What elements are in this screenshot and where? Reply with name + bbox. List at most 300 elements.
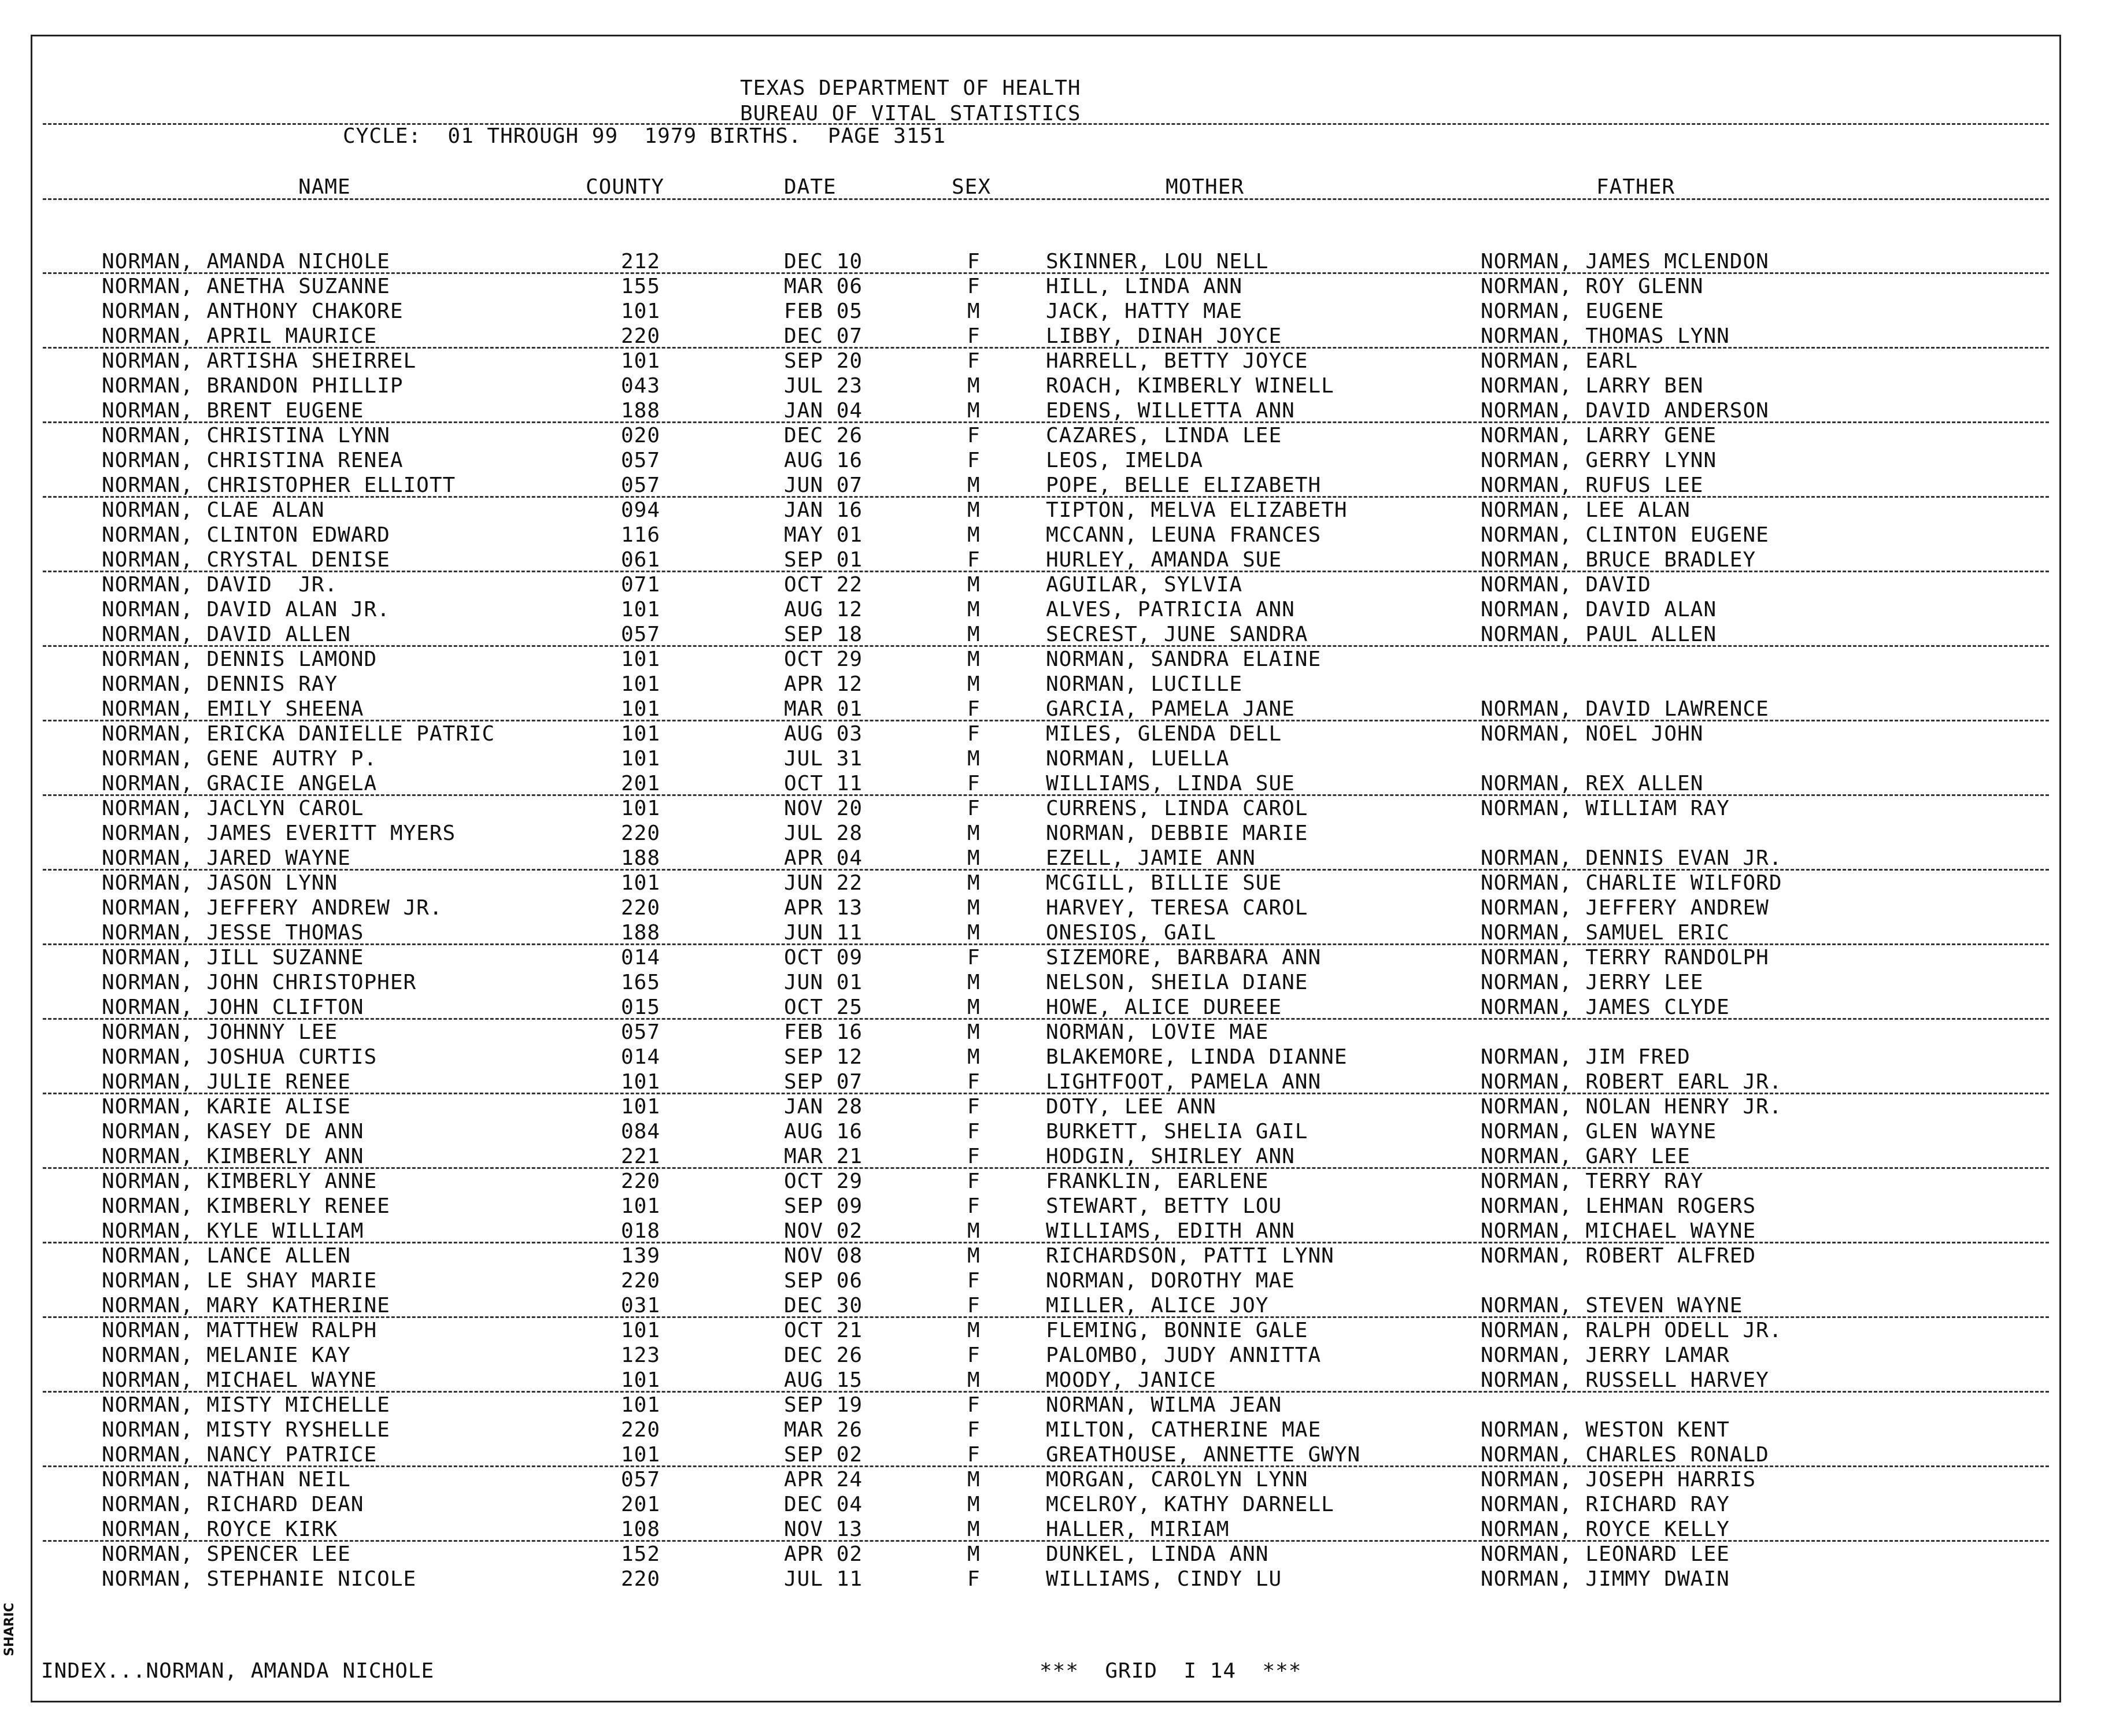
cell-mother: MILTON, CATHERINE MAE	[1046, 1418, 1322, 1442]
cell-mother: WILLIAMS, LINDA SUE	[1046, 772, 1295, 795]
cell-name: NORMAN, GENE AUTRY P.	[102, 747, 378, 771]
table-row	[32, 1097, 2059, 1121]
cell-mother: FRANKLIN, EARLENE	[1046, 1169, 1269, 1193]
cell-date: APR 12	[784, 672, 863, 696]
cell-date: DEC 07	[784, 324, 863, 348]
cell-name: NORMAN, BRENT EUGENE	[102, 399, 364, 423]
cell-mother: LIGHTFOOT, PAMELA ANN	[1046, 1070, 1322, 1094]
cell-county: 188	[621, 399, 661, 423]
cell-county: 220	[621, 896, 661, 920]
table-row	[32, 898, 2059, 923]
cell-sex: F	[967, 946, 981, 969]
cell-name: NORMAN, AMANDA NICHOLE	[102, 250, 390, 273]
table-row	[32, 599, 2059, 624]
cell-county: 061	[621, 548, 661, 572]
cell-county: 020	[621, 424, 661, 447]
cell-mother: HARRELL, BETTY JOYCE	[1046, 349, 1308, 373]
table-row	[32, 1246, 2059, 1271]
cell-mother: CURRENS, LINDA CAROL	[1046, 797, 1308, 820]
cell-date: APR 13	[784, 896, 863, 920]
cell-sex: M	[967, 374, 981, 398]
cell-name: NORMAN, JILL SUZANNE	[102, 946, 364, 969]
cell-name: NORMAN, JOHN CLIFTON	[102, 995, 364, 1019]
cell-sex: M	[967, 1542, 981, 1566]
cell-sex: F	[967, 1120, 981, 1143]
cell-mother: JACK, HATTY MAE	[1046, 299, 1243, 323]
cell-county: 188	[621, 846, 661, 870]
cell-name: NORMAN, JOHNNY LEE	[102, 1020, 338, 1044]
cell-date: MAR 21	[784, 1145, 863, 1168]
cell-sex: M	[967, 921, 981, 945]
table-row	[32, 823, 2059, 848]
cell-sex: F	[967, 1194, 981, 1218]
cell-county: 018	[621, 1219, 661, 1243]
cell-date: OCT 11	[784, 772, 863, 795]
cell-county: 220	[621, 1418, 661, 1442]
cell-father: NORMAN, JOSEPH HARRIS	[1481, 1468, 1756, 1491]
cell-date: AUG 16	[784, 1120, 863, 1143]
bureau-title: BUREAU OF VITAL STATISTICS	[740, 102, 1081, 125]
cell-county: 201	[621, 1493, 661, 1516]
cell-sex: M	[967, 1045, 981, 1069]
table-row	[32, 575, 2059, 599]
column-header-county: COUNTY	[586, 175, 665, 199]
cell-name: NORMAN, KIMBERLY RENEE	[102, 1194, 390, 1218]
cell-name: NORMAN, MICHAEL WAYNE	[102, 1368, 378, 1392]
table-row	[32, 376, 2059, 401]
cell-name: NORMAN, ARTISHA SHEIRREL	[102, 349, 417, 373]
row-rule	[43, 1465, 2049, 1467]
cell-sex: M	[967, 821, 981, 845]
cell-sex: M	[967, 1368, 981, 1392]
table-row	[32, 749, 2059, 773]
cell-father: NORMAN, TERRY RAY	[1481, 1169, 1704, 1193]
cell-sex: F	[967, 275, 981, 298]
cell-name: NORMAN, BRANDON PHILLIP	[102, 374, 404, 398]
table-row	[32, 798, 2059, 823]
cell-sex: M	[967, 1244, 981, 1268]
cell-sex: M	[967, 896, 981, 920]
cell-father: NORMAN, BRUCE BRADLEY	[1481, 548, 1756, 572]
cell-county: 057	[621, 473, 661, 497]
cell-name: NORMAN, MISTY RYSHELLE	[102, 1418, 390, 1442]
cell-date: JUL 28	[784, 821, 863, 845]
cell-father: NORMAN, ROYCE KELLY	[1481, 1517, 1730, 1541]
cell-mother: POPE, BELLE ELIZABETH	[1046, 473, 1322, 497]
table-row	[32, 276, 2059, 301]
grid-footer: *** GRID I 14 ***	[1040, 1659, 1302, 1683]
cell-county: 101	[621, 871, 661, 895]
cell-name: NORMAN, MELANIE KAY	[102, 1343, 351, 1367]
cell-county: 101	[621, 797, 661, 820]
cell-sex: M	[967, 672, 981, 696]
cell-sex: F	[967, 324, 981, 348]
cell-father: NORMAN, TERRY RANDOLPH	[1481, 946, 1769, 969]
row-rule	[43, 794, 2049, 796]
table-row	[32, 1395, 2059, 1420]
cell-father: NORMAN, ROY GLENN	[1481, 275, 1704, 298]
cell-date: AUG 15	[784, 1368, 863, 1392]
cell-county: 014	[621, 946, 661, 969]
cell-county: 101	[621, 1393, 661, 1417]
cell-sex: M	[967, 299, 981, 323]
cell-mother: NORMAN, SANDRA ELAINE	[1046, 647, 1322, 671]
cell-name: NORMAN, KYLE WILLIAM	[102, 1219, 364, 1243]
cell-father: NORMAN, NOLAN HENRY JR.	[1481, 1095, 1782, 1119]
cell-date: JUL 11	[784, 1567, 863, 1591]
cell-sex: F	[967, 797, 981, 820]
cell-county: 188	[621, 921, 661, 945]
cell-date: APR 24	[784, 1468, 863, 1491]
cell-father: NORMAN, LARRY GENE	[1481, 424, 1717, 447]
cell-mother: LIBBY, DINAH JOYCE	[1046, 324, 1282, 348]
cell-sex: M	[967, 1517, 981, 1541]
cell-mother: MCELROY, KATHY DARNELL	[1046, 1493, 1334, 1516]
cell-county: 015	[621, 995, 661, 1019]
table-row	[32, 450, 2059, 475]
row-rule	[43, 1391, 2049, 1393]
cell-mother: TIPTON, MELVA ELIZABETH	[1046, 498, 1348, 522]
cell-date: JAN 04	[784, 399, 863, 423]
cell-father: NORMAN, GERRY LYNN	[1481, 449, 1717, 472]
cell-sex: F	[967, 1294, 981, 1317]
row-rule	[43, 272, 2049, 274]
cell-name: NORMAN, CHRISTINA RENEA	[102, 449, 404, 472]
cell-date: NOV 02	[784, 1219, 863, 1243]
cell-date: DEC 26	[784, 424, 863, 447]
cell-mother: MILLER, ALICE JOY	[1046, 1294, 1269, 1317]
cell-date: MAR 06	[784, 275, 863, 298]
cell-father: NORMAN, GARY LEE	[1481, 1145, 1691, 1168]
cell-name: NORMAN, NATHAN NEIL	[102, 1468, 351, 1491]
cell-county: 101	[621, 598, 661, 621]
cell-sex: M	[967, 523, 981, 547]
cell-sex: M	[967, 995, 981, 1019]
cell-name: NORMAN, DAVID JR.	[102, 573, 338, 597]
cell-sex: M	[967, 846, 981, 870]
row-rule	[43, 1316, 2049, 1318]
cell-date: DEC 04	[784, 1493, 863, 1516]
cell-mother: EDENS, WILLETTA ANN	[1046, 399, 1295, 423]
cell-mother: HALLER, MIRIAM	[1046, 1517, 1230, 1541]
cell-father: NORMAN, LEONARD LEE	[1481, 1542, 1730, 1566]
cell-mother: CAZARES, LINDA LEE	[1046, 424, 1282, 447]
cell-mother: ALVES, PATRICIA ANN	[1046, 598, 1295, 621]
table-row	[32, 301, 2059, 326]
cell-name: NORMAN, MARY KATHERINE	[102, 1294, 390, 1317]
cell-father: NORMAN, ROBERT ALFRED	[1481, 1244, 1756, 1268]
cell-name: NORMAN, ROYCE KIRK	[102, 1517, 338, 1541]
cell-sex: F	[967, 1145, 981, 1168]
table-row	[32, 1171, 2059, 1196]
cell-father: NORMAN, LARRY BEN	[1481, 374, 1704, 398]
cell-mother: NORMAN, LUCILLE	[1046, 672, 1243, 696]
cell-sex: F	[967, 1169, 981, 1193]
cell-mother: ROACH, KIMBERLY WINELL	[1046, 374, 1334, 398]
cell-mother: NORMAN, LOVIE MAE	[1046, 1020, 1269, 1044]
cell-name: NORMAN, MATTHEW RALPH	[102, 1319, 378, 1342]
row-rule	[43, 1018, 2049, 1020]
table-row	[32, 1569, 2059, 1594]
table-row	[32, 1271, 2059, 1295]
cell-mother: HARVEY, TERESA CAROL	[1046, 896, 1308, 920]
cell-date: JUN 11	[784, 921, 863, 945]
cell-father: NORMAN, JERRY LEE	[1481, 971, 1704, 994]
cell-name: NORMAN, DENNIS RAY	[102, 672, 338, 696]
cell-date: JUN 07	[784, 473, 863, 497]
cell-county: 101	[621, 1319, 661, 1342]
table-row	[32, 1196, 2059, 1221]
table-row	[32, 947, 2059, 972]
table-row	[32, 724, 2059, 749]
cell-mother: STEWART, BETTY LOU	[1046, 1194, 1282, 1218]
cell-father: NORMAN, JERRY LAMAR	[1481, 1343, 1730, 1367]
cell-mother: DOTY, LEE ANN	[1046, 1095, 1216, 1119]
cell-county: 057	[621, 623, 661, 646]
cell-sex: F	[967, 697, 981, 721]
cell-mother: ONESIOS, GAIL	[1046, 921, 1216, 945]
cell-father: NORMAN, NOEL JOHN	[1481, 722, 1704, 746]
cell-mother: NORMAN, DOROTHY MAE	[1046, 1269, 1295, 1293]
cell-sex: F	[967, 449, 981, 472]
cell-sex: M	[967, 399, 981, 423]
table-row	[32, 1494, 2059, 1519]
cell-father: NORMAN, PAUL ALLEN	[1481, 623, 1717, 646]
birth-records-table	[32, 36, 2059, 1667]
cell-mother: MOODY, JANICE	[1046, 1368, 1216, 1392]
cell-mother: NORMAN, LUELLA	[1046, 747, 1230, 771]
cell-sex: M	[967, 647, 981, 671]
cell-father: NORMAN, JEFFERY ANDREW	[1481, 896, 1769, 920]
row-rule	[43, 869, 2049, 871]
cell-sex: M	[967, 498, 981, 522]
cell-father: NORMAN, DAVID ALAN	[1481, 598, 1717, 621]
cell-county: 152	[621, 1542, 661, 1566]
cell-date: SEP 20	[784, 349, 863, 373]
cell-father: NORMAN, RUSSELL HARVEY	[1481, 1368, 1769, 1392]
cell-name: NORMAN, LANCE ALLEN	[102, 1244, 351, 1268]
cell-date: JAN 28	[784, 1095, 863, 1119]
cell-father: NORMAN, JIMMY DWAIN	[1481, 1567, 1730, 1591]
cell-date: MAY 01	[784, 523, 863, 547]
cell-name: NORMAN, DENNIS LAMOND	[102, 647, 378, 671]
cell-sex: M	[967, 747, 981, 771]
cell-date: FEB 16	[784, 1020, 863, 1044]
cell-father: NORMAN, DAVID LAWRENCE	[1481, 697, 1769, 721]
cell-sex: F	[967, 250, 981, 273]
cell-sex: F	[967, 1443, 981, 1467]
cell-sex: M	[967, 1468, 981, 1491]
cell-mother: NELSON, SHEILA DIANE	[1046, 971, 1308, 994]
cell-father: NORMAN, RICHARD RAY	[1481, 1493, 1730, 1516]
column-header-father: FATHER	[1596, 175, 1675, 199]
table-row	[32, 1544, 2059, 1569]
row-rule	[43, 1540, 2049, 1542]
cell-county: 084	[621, 1120, 661, 1143]
cell-county: 220	[621, 821, 661, 845]
cell-sex: F	[967, 1269, 981, 1293]
cell-mother: WILLIAMS, CINDY LU	[1046, 1567, 1282, 1591]
cell-mother: BLAKEMORE, LINDA DIANNE	[1046, 1045, 1348, 1069]
table-row	[32, 1022, 2059, 1047]
cell-father: NORMAN, CHARLES RONALD	[1481, 1443, 1769, 1467]
cell-mother: RICHARDSON, PATTI LYNN	[1046, 1244, 1334, 1268]
cell-county: 212	[621, 250, 661, 273]
cell-mother: WILLIAMS, EDITH ANN	[1046, 1219, 1295, 1243]
index-footer: INDEX...NORMAN, AMANDA NICHOLE	[41, 1659, 435, 1683]
row-rule	[43, 1167, 2049, 1169]
cell-father: NORMAN, STEVEN WAYNE	[1481, 1294, 1743, 1317]
cell-name: NORMAN, SPENCER LEE	[102, 1542, 351, 1566]
cell-date: OCT 21	[784, 1319, 863, 1342]
cell-mother: HODGIN, SHIRLEY ANN	[1046, 1145, 1295, 1168]
cell-father: NORMAN, REX ALLEN	[1481, 772, 1704, 795]
cell-date: DEC 30	[784, 1294, 863, 1317]
cell-mother: LEOS, IMELDA	[1046, 449, 1204, 472]
cell-father: NORMAN, EUGENE	[1481, 299, 1664, 323]
table-row	[32, 1047, 2059, 1072]
cell-father: NORMAN, DAVID	[1481, 573, 1651, 597]
column-header-mother: MOTHER	[1166, 175, 1245, 199]
cell-date: JUN 01	[784, 971, 863, 994]
cell-name: NORMAN, MISTY MICHELLE	[102, 1393, 390, 1417]
cell-date: NOV 13	[784, 1517, 863, 1541]
cell-father: NORMAN, LEE ALAN	[1481, 498, 1691, 522]
cell-date: NOV 08	[784, 1244, 863, 1268]
cell-date: OCT 29	[784, 1169, 863, 1193]
cell-county: 220	[621, 1169, 661, 1193]
cell-sex: F	[967, 1418, 981, 1442]
cell-sex: F	[967, 772, 981, 795]
cell-date: APR 02	[784, 1542, 863, 1566]
cell-name: NORMAN, LE SHAY MARIE	[102, 1269, 378, 1293]
cell-father: NORMAN, DAVID ANDERSON	[1481, 399, 1769, 423]
row-rule	[43, 1093, 2049, 1094]
cell-mother: MCCANN, LEUNA FRANCES	[1046, 523, 1322, 547]
cell-sex: F	[967, 1095, 981, 1119]
row-rule	[43, 720, 2049, 721]
cell-name: NORMAN, JOHN CHRISTOPHER	[102, 971, 417, 994]
cell-name: NORMAN, JULIE RENEE	[102, 1070, 351, 1094]
cell-date: AUG 03	[784, 722, 863, 746]
row-rule	[43, 421, 2049, 423]
cell-name: NORMAN, JARED WAYNE	[102, 846, 351, 870]
cell-county: 220	[621, 1269, 661, 1293]
cell-county: 101	[621, 697, 661, 721]
cell-mother: SIZEMORE, BARBARA ANN	[1046, 946, 1322, 969]
cell-mother: MILES, GLENDA DELL	[1046, 722, 1282, 746]
cell-county: 057	[621, 1020, 661, 1044]
cell-county: 220	[621, 1567, 661, 1591]
cell-father: NORMAN, LEHMAN ROGERS	[1481, 1194, 1756, 1218]
table-row	[32, 972, 2059, 997]
cell-sex: M	[967, 1493, 981, 1516]
cell-county: 201	[621, 772, 661, 795]
cell-name: NORMAN, ERICKA DANIELLE PATRIC	[102, 722, 495, 746]
cell-name: NORMAN, JESSE THOMAS	[102, 921, 364, 945]
cell-date: NOV 20	[784, 797, 863, 820]
side-label: SHARIC	[2, 1602, 17, 1656]
cell-mother: FLEMING, BONNIE GALE	[1046, 1319, 1308, 1342]
agency-title: TEXAS DEPARTMENT OF HEALTH	[740, 76, 1081, 100]
cell-father: NORMAN, SAMUEL ERIC	[1481, 921, 1730, 945]
cell-county: 101	[621, 747, 661, 771]
cell-county: 057	[621, 1468, 661, 1491]
cell-date: DEC 10	[784, 250, 863, 273]
cell-father: NORMAN, WILLIAM RAY	[1481, 797, 1730, 820]
cell-county: 031	[621, 1294, 661, 1317]
cell-father: NORMAN, RUFUS LEE	[1481, 473, 1704, 497]
cell-date: JAN 16	[784, 498, 863, 522]
table-row	[32, 425, 2059, 450]
cell-name: NORMAN, CLINTON EDWARD	[102, 523, 390, 547]
cell-name: NORMAN, ANTHONY CHAKORE	[102, 299, 404, 323]
cell-county: 108	[621, 1517, 661, 1541]
cell-mother: GREATHOUSE, ANNETTE GWYN	[1046, 1443, 1361, 1467]
cell-sex: F	[967, 1567, 981, 1591]
cell-county: 101	[621, 672, 661, 696]
cell-name: NORMAN, CHRISTINA LYNN	[102, 424, 390, 447]
cell-name: NORMAN, KARIE ALISE	[102, 1095, 351, 1119]
table-row	[32, 351, 2059, 376]
cell-county: 014	[621, 1045, 661, 1069]
table-row	[32, 1470, 2059, 1494]
cell-father: NORMAN, CLINTON EUGENE	[1481, 523, 1769, 547]
cell-county: 101	[621, 1095, 661, 1119]
table-row	[32, 674, 2059, 699]
column-header-name: NAME	[298, 175, 351, 199]
cell-date: SEP 12	[784, 1045, 863, 1069]
cell-date: JUN 22	[784, 871, 863, 895]
cell-county: 101	[621, 1070, 661, 1094]
cell-sex: F	[967, 349, 981, 373]
cell-father: NORMAN, CHARLIE WILFORD	[1481, 871, 1782, 895]
cell-date: SEP 09	[784, 1194, 863, 1218]
cell-sex: M	[967, 1319, 981, 1342]
cell-father: NORMAN, RALPH ODELL JR.	[1481, 1319, 1782, 1342]
cell-mother: PALOMBO, JUDY ANNITTA	[1046, 1343, 1322, 1367]
cell-sex: M	[967, 598, 981, 621]
cell-county: 220	[621, 324, 661, 348]
cell-date: SEP 06	[784, 1269, 863, 1293]
column-header-sex: SEX	[952, 175, 992, 199]
cell-date: APR 04	[784, 846, 863, 870]
cell-county: 101	[621, 1368, 661, 1392]
cell-mother: SKINNER, LOU NELL	[1046, 250, 1269, 273]
cell-date: SEP 07	[784, 1070, 863, 1094]
cell-mother: MORGAN, CAROLYN LYNN	[1046, 1468, 1308, 1491]
cell-mother: HOWE, ALICE DUREEE	[1046, 995, 1282, 1019]
cell-county: 101	[621, 1194, 661, 1218]
cell-name: NORMAN, EMILY SHEENA	[102, 697, 364, 721]
cell-father: NORMAN, JIM FRED	[1481, 1045, 1691, 1069]
cell-sex: M	[967, 1219, 981, 1243]
table-row	[32, 873, 2059, 898]
cell-mother: AGUILAR, SYLVIA	[1046, 573, 1243, 597]
cell-sex: F	[967, 548, 981, 572]
cell-county: 101	[621, 722, 661, 746]
cell-date: JUL 31	[784, 747, 863, 771]
row-rule	[43, 571, 2049, 572]
cell-date: OCT 22	[784, 573, 863, 597]
cell-name: NORMAN, KASEY DE ANN	[102, 1120, 364, 1143]
cell-mother: MCGILL, BILLIE SUE	[1046, 871, 1282, 895]
cell-county: 165	[621, 971, 661, 994]
cell-county: 123	[621, 1343, 661, 1367]
cell-sex: F	[967, 1343, 981, 1367]
cell-name: NORMAN, KIMBERLY ANN	[102, 1145, 364, 1168]
table-row	[32, 1345, 2059, 1370]
